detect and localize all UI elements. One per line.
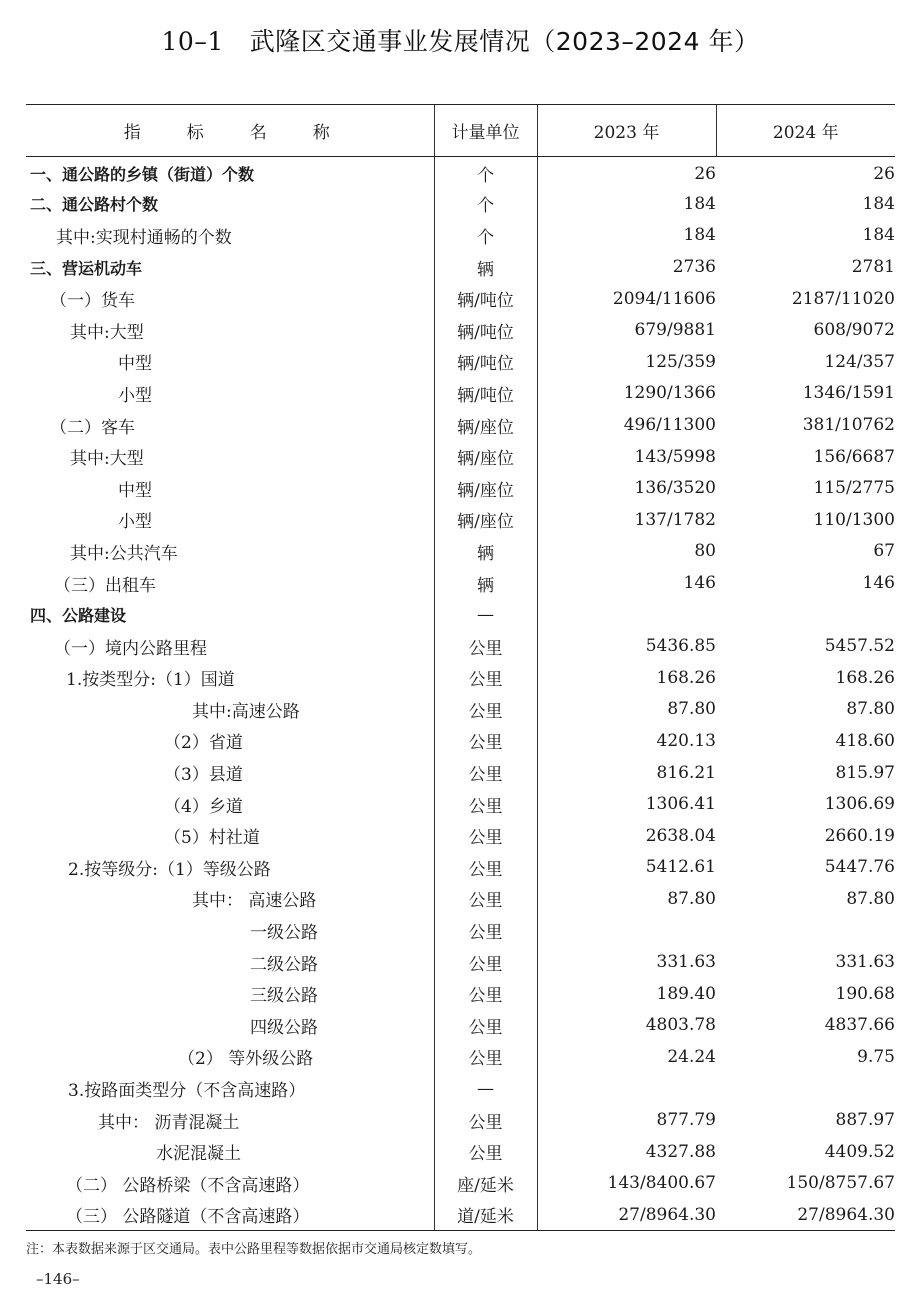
indicator-name: 水泥混凝土: [156, 1144, 241, 1165]
unit-cell: 公里: [434, 1104, 537, 1136]
value-2024: 331.63: [835, 952, 895, 973]
table-number: 10–1: [161, 27, 224, 56]
table-row: [26, 1073, 895, 1105]
table-row: [26, 504, 895, 536]
value-2024: 87.80: [846, 888, 895, 909]
indicator-name: 一、通公路的乡镇（街道）个数: [30, 165, 255, 185]
indicator-name: 二级公路: [250, 954, 318, 975]
table-row: [26, 757, 895, 789]
table-row: [26, 1041, 895, 1073]
table-row: [26, 725, 895, 757]
table-row: [26, 1010, 895, 1042]
value-2024: 4837.66: [824, 1015, 895, 1036]
stats-table: [26, 104, 895, 1231]
indicator-name: 1.按类型分:（1）国道: [66, 670, 235, 691]
table-row: [26, 567, 895, 599]
indicator-name: （二） 公路桥梁（不含高速路）: [66, 1175, 310, 1196]
indicator-name: （4）乡道: [164, 796, 243, 817]
value-2024: 27/8964.30: [716, 1199, 895, 1231]
unit-cell: 辆/座位: [434, 441, 537, 473]
table-row: [26, 694, 895, 726]
header-2024: 2024 年: [716, 105, 895, 157]
header-indicator-name: 指标名称: [26, 105, 434, 157]
value-2024: [716, 1073, 895, 1105]
value-2024: 184: [862, 193, 895, 214]
unit-cell: 公里: [434, 1136, 537, 1168]
table-row: [26, 852, 895, 884]
table-row: [26, 157, 895, 189]
value-2023: [537, 599, 716, 631]
value-2023: 496/11300: [537, 409, 716, 441]
page-title: [0, 22, 921, 58]
unit-cell: 辆: [434, 567, 537, 599]
table-row: [26, 536, 895, 568]
table-row: [26, 378, 895, 410]
indicator-name: 中型: [118, 480, 152, 501]
value-2023: 877.79: [537, 1104, 716, 1136]
value-2023: 168.26: [537, 662, 716, 694]
value-2023: 4803.78: [537, 1010, 716, 1042]
table-row: [26, 441, 895, 473]
table-header-row: [26, 105, 895, 157]
value-2024: 124/357: [824, 351, 895, 372]
value-2024: 381/10762: [802, 415, 895, 436]
unit-cell: 辆: [434, 536, 537, 568]
unit-cell: 辆/吨位: [434, 314, 537, 346]
indicator-name: 三、营运机动车: [30, 258, 143, 278]
indicator-name: （三） 公路隧道（不含高速路）: [26, 1199, 434, 1231]
footnote: 注：本表数据来源于区交通局。表中公路里程等数据依据市交通局核定数填写。: [26, 1242, 482, 1257]
value-2023: 2094/11606: [537, 283, 716, 315]
indicator-name: （5）村社道: [164, 828, 260, 849]
table-row: [26, 409, 895, 441]
value-2023: 420.13: [537, 725, 716, 757]
table-row: [26, 314, 895, 346]
table-row: [26, 599, 895, 631]
value-2024: [716, 599, 895, 631]
unit-cell: 公里: [434, 662, 537, 694]
value-2024: 110/1300: [813, 509, 895, 530]
value-2024: 418.60: [835, 730, 895, 751]
value-2024: 67: [873, 541, 895, 562]
indicator-name: 一级公路: [250, 923, 318, 944]
value-2023: 331.63: [537, 946, 716, 978]
unit-cell: 公里: [434, 946, 537, 978]
indicator-name: 其中： 沥青混凝土: [98, 1112, 240, 1133]
value-2023: [537, 915, 716, 947]
unit-cell: —: [434, 1073, 537, 1105]
unit-cell: 辆/座位: [434, 504, 537, 536]
value-2023: 137/1782: [537, 504, 716, 536]
indicator-name: （三）出租车: [54, 575, 156, 596]
unit-cell: 公里: [434, 630, 537, 662]
value-2023: 26: [537, 157, 716, 189]
table-row: [26, 946, 895, 978]
value-2023: 87.80: [537, 694, 716, 726]
unit-cell: 公里: [434, 757, 537, 789]
value-2023: 679/9881: [537, 314, 716, 346]
value-2024: 184: [862, 225, 895, 246]
value-2024: 608/9072: [813, 320, 895, 341]
value-2024: 9.75: [857, 1046, 895, 1067]
unit-cell: 公里: [434, 1010, 537, 1042]
table-row: [26, 788, 895, 820]
indicator-name: 其中:实现村通畅的个数: [56, 227, 232, 248]
table-row: [26, 220, 895, 252]
value-2024: 2187/11020: [791, 288, 895, 309]
unit-cell: 辆/座位: [434, 409, 537, 441]
unit-cell: 座/延米: [434, 1168, 537, 1200]
indicator-name: 其中:高速公路: [192, 701, 300, 722]
unit-cell: 公里: [434, 788, 537, 820]
indicator-name: 四、公路建设: [30, 606, 127, 626]
value-2024: 26: [873, 163, 895, 184]
value-2023: 1306.41: [537, 788, 716, 820]
value-2023: 146: [537, 567, 716, 599]
indicator-name: 其中:大型: [70, 449, 144, 470]
header-2023: 2023 年: [537, 105, 716, 157]
value-2023: 5436.85: [537, 630, 716, 662]
value-2023: 125/359: [537, 346, 716, 378]
value-2024: 5447.76: [824, 857, 895, 878]
value-2023: 80: [537, 536, 716, 568]
unit-cell: 辆/座位: [434, 472, 537, 504]
indicator-name: 3.按路面类型分（不含高速路）: [68, 1081, 306, 1102]
value-2023: 4327.88: [537, 1136, 716, 1168]
value-2023: 143/5998: [537, 441, 716, 473]
table-row: [26, 662, 895, 694]
indicator-name: 其中:大型: [70, 322, 144, 343]
indicator-name: （2）省道: [164, 733, 243, 754]
table-row: [26, 978, 895, 1010]
unit-cell: 辆/吨位: [434, 346, 537, 378]
value-2024: 168.26: [835, 667, 895, 688]
indicator-name: （2） 等外级公路: [178, 1049, 314, 1070]
indicator-name: 三级公路: [250, 986, 318, 1007]
table-row: [26, 251, 895, 283]
indicator-name: 四级公路: [250, 1017, 318, 1038]
table-row: [26, 820, 895, 852]
table-row: [26, 1199, 895, 1231]
table-row: [26, 915, 895, 947]
table-row: [26, 346, 895, 378]
table-row: [26, 630, 895, 662]
table-title: 武隆区交通事业发展情况（2023–2024 年）: [249, 27, 760, 56]
indicator-name: 其中:公共汽车: [70, 543, 178, 564]
value-2023: 5412.61: [537, 852, 716, 884]
indicator-name: 中型: [118, 354, 152, 375]
value-2023: 2736: [537, 251, 716, 283]
unit-cell: 公里: [434, 725, 537, 757]
unit-cell: 公里: [434, 883, 537, 915]
indicator-name: （一）境内公路里程: [54, 638, 207, 659]
value-2024: 190.68: [835, 983, 895, 1004]
value-2024: 1306.69: [824, 794, 895, 815]
value-2024: [716, 915, 895, 947]
value-2023: 184: [537, 220, 716, 252]
table-row: [26, 883, 895, 915]
value-2024: 887.97: [835, 1110, 895, 1131]
unit-cell: 公里: [434, 852, 537, 884]
indicator-name: （二）客车: [50, 417, 135, 438]
value-2023: 27/8964.30: [537, 1199, 716, 1231]
page-number: –146–: [36, 1270, 80, 1288]
unit-cell: —: [434, 599, 537, 631]
value-2023: 143/8400.67: [537, 1168, 716, 1200]
table-row: [26, 472, 895, 504]
value-2023: 184: [537, 188, 716, 220]
value-2024: 156/6687: [813, 446, 895, 467]
indicator-name: （一）货车: [50, 291, 135, 312]
value-2023: 24.24: [537, 1041, 716, 1073]
table-row: [26, 283, 895, 315]
value-2023: 189.40: [537, 978, 716, 1010]
value-2024: 150/8757.67: [786, 1173, 895, 1194]
value-2024: 2660.19: [824, 825, 895, 846]
unit-cell: 辆/吨位: [434, 378, 537, 410]
table-row: [26, 1104, 895, 1136]
indicator-name: 小型: [118, 512, 152, 533]
value-2023: 1290/1366: [537, 378, 716, 410]
header-unit: 计量单位: [434, 105, 537, 157]
value-2024: 5457.52: [824, 636, 895, 657]
value-2023: 2638.04: [537, 820, 716, 852]
value-2024: 4409.52: [824, 1141, 895, 1162]
indicator-name: 二、通公路村个数: [30, 195, 159, 215]
unit-cell: 公里: [434, 820, 537, 852]
unit-cell: 公里: [434, 694, 537, 726]
unit-cell: 道/延米: [434, 1199, 537, 1231]
value-2023: [537, 1073, 716, 1105]
value-2023: 816.21: [537, 757, 716, 789]
unit-cell: 辆: [434, 251, 537, 283]
value-2023: 87.80: [537, 883, 716, 915]
unit-cell: 公里: [434, 1041, 537, 1073]
indicator-name: （3）县道: [164, 765, 243, 786]
unit-cell: 公里: [434, 915, 537, 947]
table-row: [26, 188, 895, 220]
value-2024: 87.80: [846, 699, 895, 720]
indicator-name: 小型: [118, 385, 152, 406]
unit-cell: 辆/吨位: [434, 283, 537, 315]
unit-cell: 个: [434, 188, 537, 220]
indicator-name: 其中： 高速公路: [192, 891, 317, 912]
table-row: [26, 1168, 895, 1200]
unit-cell: 公里: [434, 978, 537, 1010]
value-2023: 136/3520: [537, 472, 716, 504]
value-2024: 1346/1591: [802, 383, 895, 404]
indicator-name: 2.按等级分:（1）等级公路: [68, 859, 271, 880]
table-row: [26, 1136, 895, 1168]
value-2024: 2781: [851, 257, 895, 278]
value-2024: 815.97: [835, 762, 895, 783]
unit-cell: 个: [434, 157, 537, 189]
value-2024: 146: [862, 573, 895, 594]
value-2024: 115/2775: [813, 478, 895, 499]
unit-cell: 个: [434, 220, 537, 252]
